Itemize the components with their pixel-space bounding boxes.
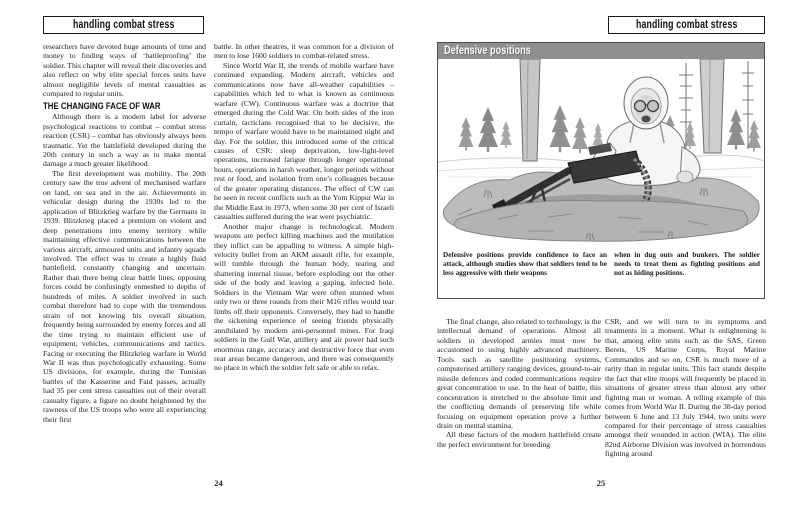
right-page-column-1 bbox=[437, 317, 601, 449]
soldier-balaclava-mouth bbox=[642, 116, 651, 123]
figure-caption-left: Defensive positions provide confidence to face an attack, although studies show that soldiers tend to be less aggressive with their weapons bbox=[443, 251, 607, 277]
figure-panel bbox=[437, 42, 765, 299]
figure-caption bbox=[438, 247, 764, 298]
paragraph: CSR, and we will turn to its symptoms and treatments in a moment. What is enlightening is that, among elite units such as the SAS, Green Berets, US Marine Corps, Royal Marine Commandos and so on, CSR is much more of a rarity than in regular units. This fact stands despite the fact that elite troops will frequently be placed in situations of greater stress than almost any other fighting man or woman. A telling example of this comes from World War II. During the 38-day period between 6 June and 13 July 1944, two units were compared for their percentage of stress casualties amongst their wounded in action (WIA). The elite 82nd Airborne Division was involved in horrendous fighting around bbox=[605, 317, 766, 459]
left-page-header-box bbox=[43, 16, 204, 34]
paragraph: Although there is a modern label for adverse psychological reactions to combat – combat stress reaction (CSR) – combat has obviously always been traumatic. Yet the battlefield developed during the 20th century in such a way as to make mental damage a much greater likelihood. bbox=[43, 112, 206, 169]
page-number-right: 25 bbox=[596, 478, 606, 488]
paragraph: Another major change is technological. Modern weapons are perfect killing machines and the mutilation they inflict can be appalling to witness. A simple high-velocity bullet from an AKM assault rifle, for example, will tumble through the human body, tearing and shattering internal tissue, before exploding out the other side of the body and leaving a gaping, infected hole. Soldiers in the Vietnam War were often stunned when only two or three rounds from their M16 rifles would tear limbs off their opponents. Conversely, they had to handle the sickening experience of seeing friends physically annihilated by modern anti-personnel mines. For Iraqi soldiers in the Gulf War, artillery and air power had such enormous range, accuracy and destructive force that even rear areas became dangerous, and there was consequently no place in which the soldier felt safe or able to relax. bbox=[214, 221, 394, 373]
right-page-header-title: handling combat stress bbox=[635, 19, 738, 31]
figure-art bbox=[438, 59, 764, 247]
figure-caption-right: when in dug outs and bunkers. The soldier needs to treat them as fighting positions and not as hiding positions. bbox=[614, 251, 760, 277]
figure-illustration bbox=[438, 59, 764, 247]
left-page-column-2 bbox=[214, 42, 394, 373]
figure-title-bar bbox=[438, 43, 764, 59]
figure-title: Defensive positions bbox=[444, 45, 531, 57]
paragraph: All these factors of the modern battlefield create the perfect environment for breeding bbox=[437, 430, 601, 449]
paragraph: The final change, also related to technology, is the intellectual demand of operations. Almost all soldiers in developed armies must now be accustomed to using highly advanced machinery. Tools such as satellite positioning systems, computerised artillery ranging devices, ground-to-air missile defences and coded communications require great concentration to use. In the heat of battle, this concentration is stretched to the absolute limit and the conflicting demands of preserving life while focusing on equipment operation prove a further drain on mental stamina. bbox=[437, 317, 601, 430]
paragraph: The first development was mobility. The 20th century saw the true advent of mechanised warfare on land, on sea and in the air. Achievements in vehicular design during the 1930s led to the application of Blitzkrieg warfare by the Germans in 1939. Blitzkrieg placed a premium on violent and deep penetrations into enemy territory while maintaining effective communications between the various aircraft, armoured units and infantry squads involved. The effect was to create a highly fluid battlefield, constantly changing and uncertain. Rather than there being clear battle lines, opposing forces could be confusingly enmeshed to depths of hundreds of miles. A soldier involved in such combat therefore had to cope with the tremendous strain of not knowing his overall situation, frequently being surrounded by enemy forces and all the time trying to maintain efficient use of equipment, vehicles, communications and tactics. Facing or executing the Blitzkrieg warfare in World War II was thus psychologically exhausting. Some US divisions, for example, during the Tunisian battles of the Kasserine and Faid passes, actually had 35 per cent stress casualties out of their overall casualty figure, a figure no doubt heightened by the rawness of the US troops who were all experiencing their first bbox=[43, 168, 206, 424]
paragraph: Since World War II, the trends of mobile warfare have continued expanding. Modern aircraft, vehicles and communications now have all-weather capabilities – capabilities which led to what is known as continuous warfare (CW). Continuous warfare was a doctrine that emerged during the Cold War. On both sides of the iron curtain, tacticians recognised that to be decisive, the tempo of warfare would have to be maintained night and day. For the soldier, this introduced some of the critical causes of CSR: sleep deprivation, low-light-level operations, increased fatigue through longer operational hours, operations in harsh weather, longer periods without rest or food, and isolation from one’s colleagues because of the greater operating distances. The effect of CW can be seen in recent conflicts such as the Yom Kippur War in the Middle East in 1973, when some 30 per cent of Israeli casualties suffered during the war were psychiatric. bbox=[214, 60, 394, 222]
left-page-header-title: handling combat stress bbox=[72, 19, 175, 31]
page-number-left: 24 bbox=[214, 478, 223, 488]
right-page-header-box bbox=[608, 16, 765, 34]
paragraph: researchers have devoted huge amounts of time and money to finding ways of ‘battleproofing’ the soldier. This chapter will reveal their discoveries and also reflect on why elite special forces units have almost negligible levels of mental casualties as compared to regular units. bbox=[43, 42, 206, 99]
left-page-column-1 bbox=[43, 42, 206, 424]
paragraph: battle. In other theatres, it was common for a division of men to lose 1600 soldiers to combat-related stress. bbox=[214, 42, 394, 61]
soldier-glove bbox=[677, 171, 693, 183]
right-page-column-2 bbox=[605, 317, 766, 459]
section-heading: THE CHANGING FACE OF WAR bbox=[43, 100, 161, 112]
